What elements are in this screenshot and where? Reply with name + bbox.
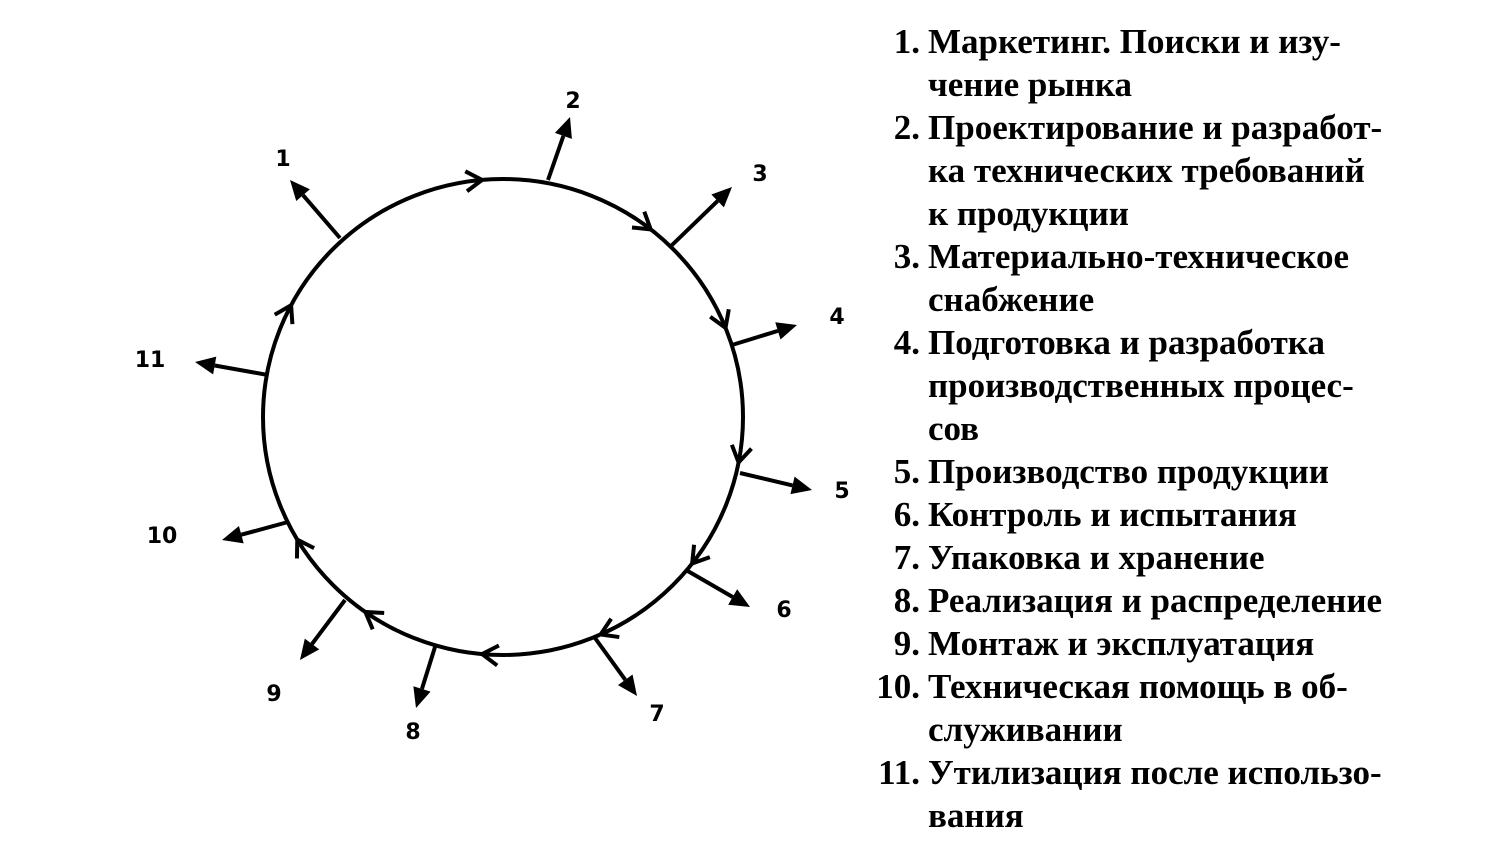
legend-number: 4. xyxy=(893,323,920,362)
stage-label-11: 11 xyxy=(134,348,166,373)
legend-text: Техническая помощь в об- служивании xyxy=(928,667,1348,749)
legend-text: Производство продукции xyxy=(928,452,1329,491)
stage-label-3: 3 xyxy=(752,162,768,187)
stage-label-8: 8 xyxy=(405,720,421,745)
stage-label-5: 5 xyxy=(834,479,850,504)
stage-arrow-4 xyxy=(732,322,797,345)
legend-text: Подготовка и разработка производственных процес- сов xyxy=(928,323,1354,448)
stage-arrow-2 xyxy=(548,117,572,180)
legend-item-6 xyxy=(850,493,1490,536)
legend-item-9 xyxy=(850,622,1490,665)
legend-number: 7. xyxy=(893,538,920,577)
legend-number: 5. xyxy=(893,452,920,491)
legend-number: 8. xyxy=(893,581,920,620)
legend-item-8 xyxy=(850,579,1490,622)
stage-legend xyxy=(850,20,1490,837)
legend-text: Контроль и испытания xyxy=(928,495,1297,534)
legend-text: Маркетинг. Поиски и изу- чение рынка xyxy=(928,22,1341,104)
legend-number: 1. xyxy=(893,22,920,61)
stage-label-1: 1 xyxy=(275,147,291,172)
legend-number: 6. xyxy=(893,495,920,534)
stage-label-6: 6 xyxy=(776,598,792,623)
legend-item-5 xyxy=(850,450,1490,493)
legend-text: Материально-техническое снабжение xyxy=(928,237,1350,319)
legend-item-1 xyxy=(850,20,1490,106)
legend-number: 10. xyxy=(876,667,920,706)
legend-text: Упаковка и хранение xyxy=(928,538,1265,577)
stage-label-10: 10 xyxy=(146,524,178,549)
legend-number: 9. xyxy=(893,624,920,663)
legend-number: 2. xyxy=(893,108,920,147)
stage-arrow-1 xyxy=(290,180,340,238)
stage-arrow-8 xyxy=(413,647,435,708)
stage-arrow-5 xyxy=(740,473,812,494)
legend-number: 3. xyxy=(893,237,920,276)
stage-arrow-10 xyxy=(222,522,288,543)
stage-label-4: 4 xyxy=(829,305,845,330)
legend-text: Монтаж и эксплуатация xyxy=(928,624,1315,663)
legend-text: Проектирование и разработ- ка технических требований к продукции xyxy=(928,108,1383,233)
legend-item-4 xyxy=(850,321,1490,450)
legend-item-3 xyxy=(850,235,1490,321)
stage-arrow-11 xyxy=(195,357,268,375)
legend-item-10 xyxy=(850,665,1490,751)
legend-number: 11. xyxy=(878,753,920,792)
legend-item-7 xyxy=(850,536,1490,579)
stage-label-7: 7 xyxy=(649,702,665,727)
legend-item-11 xyxy=(850,751,1490,837)
stage-arrow-3 xyxy=(670,187,732,247)
legend-item-2 xyxy=(850,106,1490,235)
cycle-circle xyxy=(263,179,743,655)
stage-arrow-9 xyxy=(300,600,345,660)
stage-arrow-7 xyxy=(595,638,637,696)
stage-arrow-6 xyxy=(686,570,750,607)
legend-text: Утилизация после использо- вания xyxy=(928,753,1382,835)
legend-text: Реализация и распределение xyxy=(928,581,1383,620)
stage-label-2: 2 xyxy=(565,89,581,114)
stage-label-9: 9 xyxy=(266,682,282,707)
